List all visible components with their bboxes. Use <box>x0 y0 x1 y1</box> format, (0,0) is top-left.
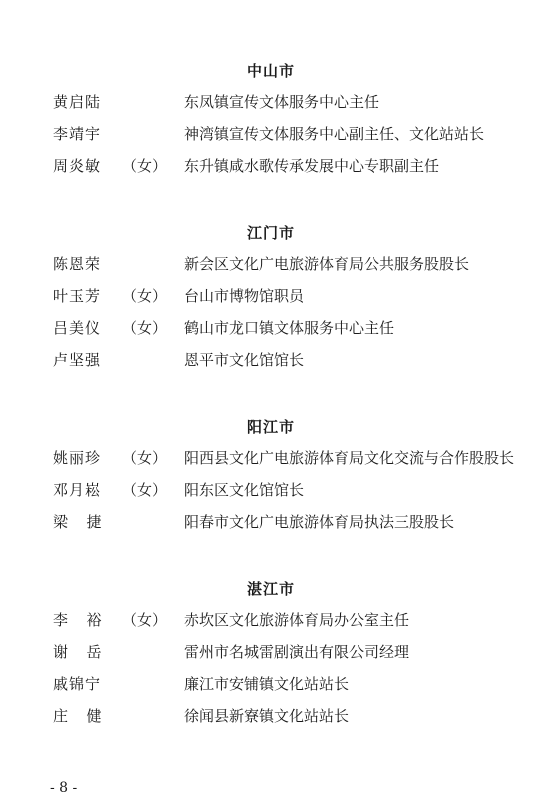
person-name: 陈恩荣 <box>53 255 102 273</box>
list-item <box>0 124 542 156</box>
section-title: 江门市 <box>246 224 295 242</box>
person-role: 恩平市文化馆馆长 <box>184 351 305 369</box>
person-gender: （女） <box>122 287 168 305</box>
list-item <box>0 512 542 544</box>
person-gender: （女） <box>122 157 168 175</box>
person-name: 庄 健 <box>53 707 105 725</box>
person-role: 阳春市文化广电旅游体育局执法三股股长 <box>184 513 455 531</box>
person-gender: （女） <box>122 611 168 629</box>
person-name: 叶玉芳 <box>53 287 102 305</box>
person-role: 廉江市安铺镇文化站站长 <box>184 675 350 693</box>
list-item <box>0 448 542 480</box>
list-item <box>0 674 542 706</box>
person-role: 东升镇咸水歌传承发展中心专职副主任 <box>184 157 440 175</box>
person-role: 阳东区文化馆馆长 <box>184 481 305 499</box>
person-role: 阳西县文化广电旅游体育局文化交流与合作股股长 <box>184 449 515 467</box>
page-number: - 8 - <box>50 780 78 796</box>
person-role: 雷州市名城雷剧演出有限公司经理 <box>184 643 410 661</box>
person-role: 台山市博物馆职员 <box>184 287 305 305</box>
person-name: 卢坚强 <box>53 351 102 369</box>
person-name: 谢 岳 <box>53 643 105 661</box>
person-name: 吕美仪 <box>53 319 102 337</box>
list-item <box>0 156 542 188</box>
list-item <box>0 286 542 318</box>
person-gender: （女） <box>122 449 168 467</box>
section-title: 湛江市 <box>246 580 295 598</box>
list-item <box>0 480 542 512</box>
list-item <box>0 706 542 738</box>
person-name: 黄启陆 <box>53 93 102 111</box>
person-role: 鹤山市龙口镇文体服务中心主任 <box>184 319 395 337</box>
list-item <box>0 642 542 674</box>
list-item <box>0 610 542 642</box>
person-name: 周炎敏 <box>53 157 102 175</box>
person-role: 东凤镇宣传文体服务中心主任 <box>184 93 380 111</box>
list-item <box>0 318 542 350</box>
person-role: 神湾镇宣传文体服务中心副主任、文化站站长 <box>184 125 485 143</box>
person-role: 新会区文化广电旅游体育局公共服务股股长 <box>184 255 470 273</box>
person-role: 赤坎区文化旅游体育局办公室主任 <box>184 611 410 629</box>
person-name: 邓月崧 <box>53 481 102 499</box>
person-name: 梁 捷 <box>53 513 105 531</box>
section-title: 中山市 <box>246 62 295 80</box>
list-item <box>0 350 542 382</box>
list-item <box>0 92 542 124</box>
person-gender: （女） <box>122 319 168 337</box>
section-title: 阳江市 <box>246 418 295 436</box>
person-name: 李靖宇 <box>53 125 102 143</box>
person-name: 李 裕 <box>53 611 105 629</box>
list-item <box>0 254 542 286</box>
person-name: 戚锦宁 <box>53 675 102 693</box>
person-gender: （女） <box>122 481 168 499</box>
person-name: 姚丽珍 <box>53 449 102 467</box>
person-role: 徐闻县新寮镇文化站站长 <box>184 707 350 725</box>
